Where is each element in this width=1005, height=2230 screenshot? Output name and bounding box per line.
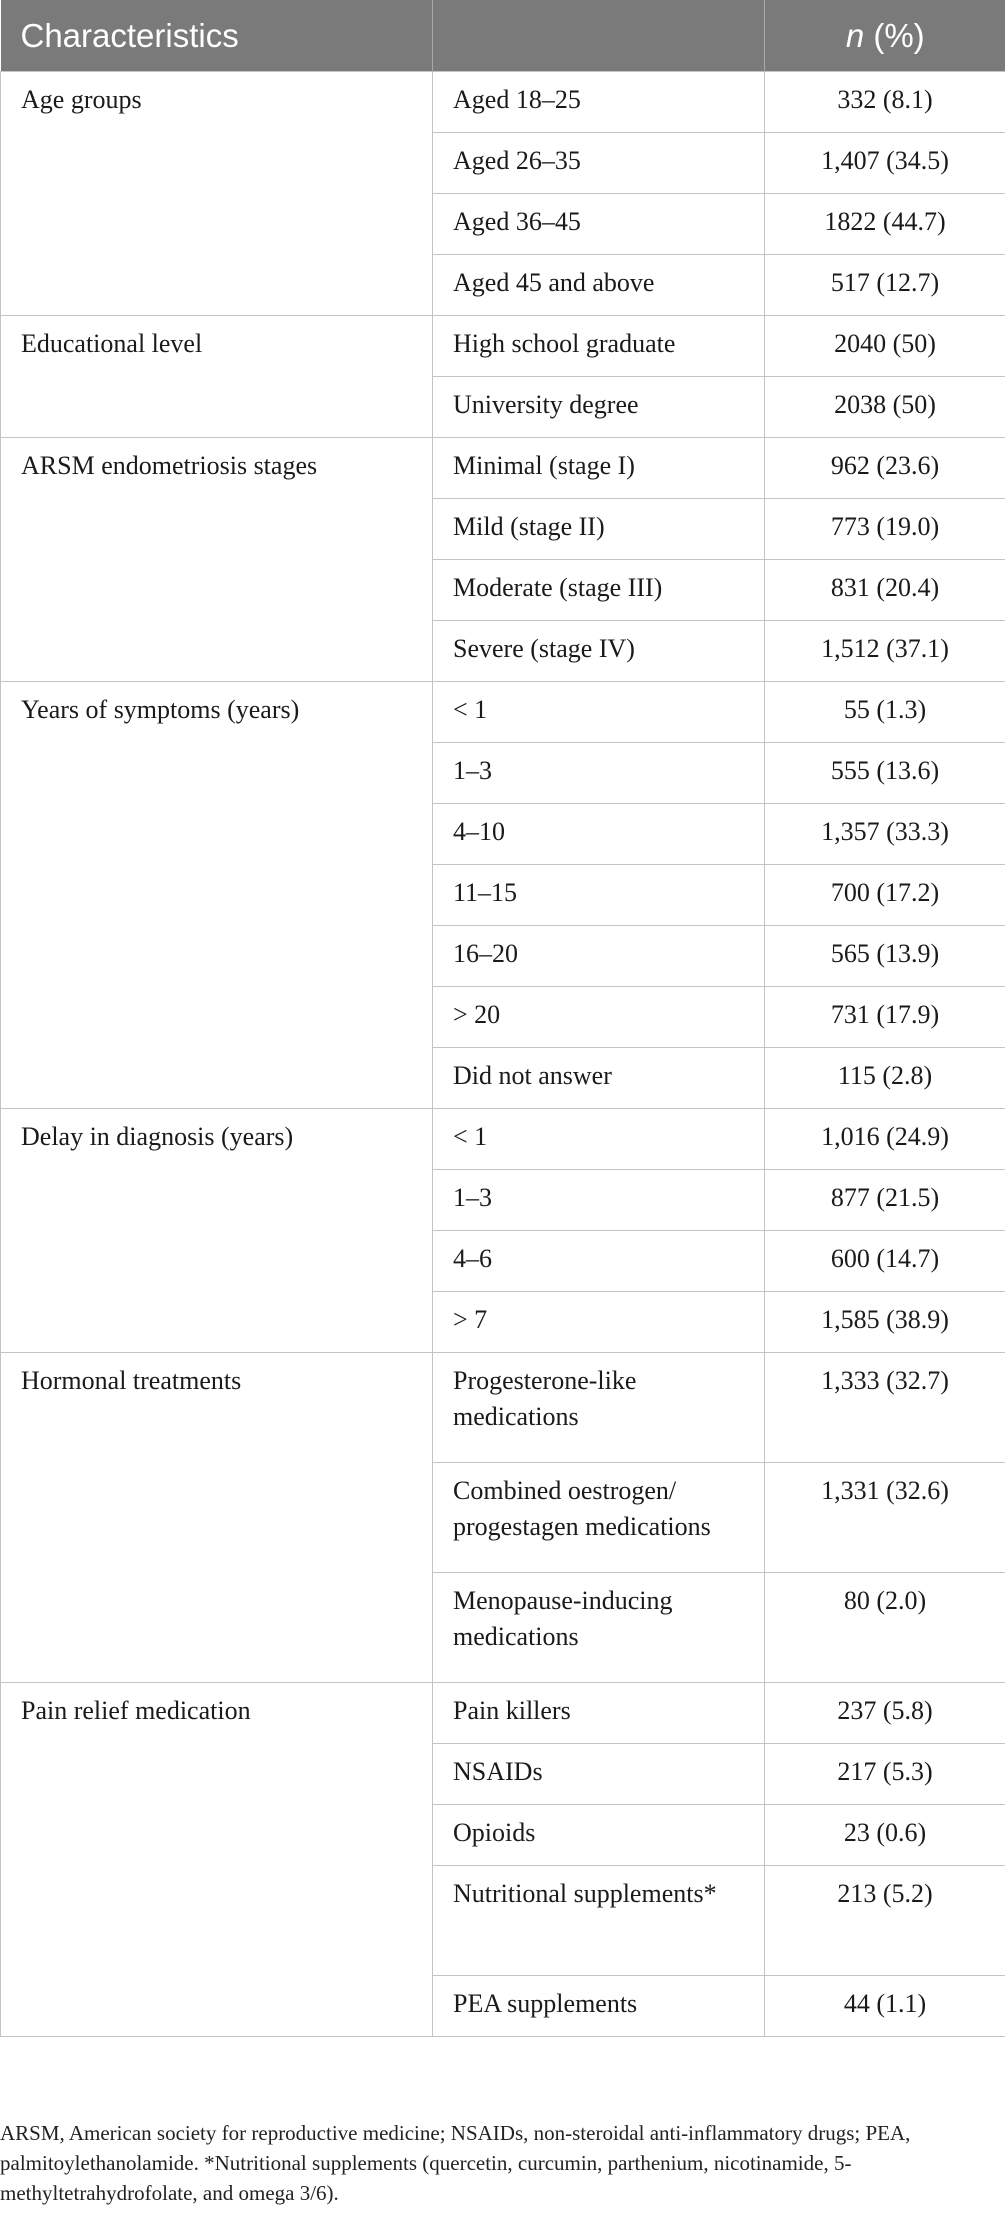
value-cell: 2038 (50) bbox=[765, 377, 1005, 438]
value-cell: 700 (17.2) bbox=[765, 865, 1005, 926]
subcategory-cell: Opioids bbox=[433, 1805, 765, 1866]
subcategory-cell: 4–6 bbox=[433, 1231, 765, 1292]
header-characteristics: Characteristics bbox=[1, 0, 433, 72]
subcategory-cell: Mild (stage II) bbox=[433, 499, 765, 560]
subcategory-cell: < 1 bbox=[433, 682, 765, 743]
subcategory-cell: Aged 26–35 bbox=[433, 133, 765, 194]
table-row bbox=[1, 316, 1005, 377]
group-label: Years of symptoms (years) bbox=[1, 682, 433, 1109]
value-cell: 44 (1.1) bbox=[765, 1976, 1005, 2037]
subcategory-cell: Aged 45 and above bbox=[433, 255, 765, 316]
subcategory-cell: Combined oestrogen/ progestagen medications bbox=[433, 1463, 765, 1573]
value-cell: 213 (5.2) bbox=[765, 1866, 1005, 1976]
value-cell: 565 (13.9) bbox=[765, 926, 1005, 987]
subcategory-cell: Minimal (stage I) bbox=[433, 438, 765, 499]
subcategory-cell: Progesterone-like medications bbox=[433, 1353, 765, 1463]
header-subcategory bbox=[433, 0, 765, 72]
table-row bbox=[1, 682, 1005, 743]
table-row bbox=[1, 438, 1005, 499]
header-n-percent bbox=[765, 0, 1005, 72]
value-cell: 1,333 (32.7) bbox=[765, 1353, 1005, 1463]
subcategory-cell: 11–15 bbox=[433, 865, 765, 926]
value-cell: 962 (23.6) bbox=[765, 438, 1005, 499]
value-cell: 600 (14.7) bbox=[765, 1231, 1005, 1292]
subcategory-cell: Nutritional supplements* bbox=[433, 1866, 765, 1976]
subcategory-cell: > 20 bbox=[433, 987, 765, 1048]
value-cell: 80 (2.0) bbox=[765, 1573, 1005, 1683]
table-row bbox=[1, 72, 1005, 133]
header-percent: (%) bbox=[864, 16, 925, 54]
value-cell: 115 (2.8) bbox=[765, 1048, 1005, 1109]
table-header-row bbox=[1, 0, 1005, 72]
subcategory-cell: 1–3 bbox=[433, 743, 765, 804]
group-label: Delay in diagnosis (years) bbox=[1, 1109, 433, 1353]
subcategory-cell: High school graduate bbox=[433, 316, 765, 377]
table-row bbox=[1, 1683, 1005, 1744]
table-row bbox=[1, 1353, 1005, 1463]
group-label: ARSM endometriosis stages bbox=[1, 438, 433, 682]
value-cell: 1,357 (33.3) bbox=[765, 804, 1005, 865]
subcategory-cell: Menopause-inducing medications bbox=[433, 1573, 765, 1683]
subcategory-cell: Aged 18–25 bbox=[433, 72, 765, 133]
value-cell: 217 (5.3) bbox=[765, 1744, 1005, 1805]
value-cell: 2040 (50) bbox=[765, 316, 1005, 377]
value-cell: 555 (13.6) bbox=[765, 743, 1005, 804]
group-label: Pain relief medication bbox=[1, 1683, 433, 2037]
value-cell: 773 (19.0) bbox=[765, 499, 1005, 560]
value-cell: 55 (1.3) bbox=[765, 682, 1005, 743]
value-cell: 1822 (44.7) bbox=[765, 194, 1005, 255]
subcategory-cell: PEA supplements bbox=[433, 1976, 765, 2037]
value-cell: 877 (21.5) bbox=[765, 1170, 1005, 1231]
header-n: n bbox=[845, 16, 865, 54]
subcategory-cell: Severe (stage IV) bbox=[433, 621, 765, 682]
subcategory-cell: 16–20 bbox=[433, 926, 765, 987]
subcategory-cell: Moderate (stage III) bbox=[433, 560, 765, 621]
subcategory-cell: NSAIDs bbox=[433, 1744, 765, 1805]
group-label: Educational level bbox=[1, 316, 433, 438]
value-cell: 237 (5.8) bbox=[765, 1683, 1005, 1744]
table-row bbox=[1, 1109, 1005, 1170]
value-cell: 1,331 (32.6) bbox=[765, 1463, 1005, 1573]
subcategory-cell: Did not answer bbox=[433, 1048, 765, 1109]
subcategory-cell: > 7 bbox=[433, 1292, 765, 1353]
table-footnote: ARSM, American society for reproductive medicine; NSAIDs, non-steroidal anti-inflammatory drugs; PEA, palmitoylethanolamide. *Nutritional supplements (quercetin, curcumin, parthenium, nicotinamide, 5-methyltetrahydrofolate, and omega 3/6). bbox=[0, 2121, 911, 2205]
value-cell: 1,407 (34.5) bbox=[765, 133, 1005, 194]
value-cell: 831 (20.4) bbox=[765, 560, 1005, 621]
value-cell: 1,016 (24.9) bbox=[765, 1109, 1005, 1170]
value-cell: 1,512 (37.1) bbox=[765, 621, 1005, 682]
subcategory-cell: 4–10 bbox=[433, 804, 765, 865]
value-cell: 517 (12.7) bbox=[765, 255, 1005, 316]
subcategory-cell: Aged 36–45 bbox=[433, 194, 765, 255]
subcategory-cell: University degree bbox=[433, 377, 765, 438]
subcategory-cell: 1–3 bbox=[433, 1170, 765, 1231]
value-cell: 731 (17.9) bbox=[765, 987, 1005, 1048]
value-cell: 332 (8.1) bbox=[765, 72, 1005, 133]
group-label: Age groups bbox=[1, 72, 433, 316]
table-body bbox=[1, 72, 1005, 2037]
value-cell: 1,585 (38.9) bbox=[765, 1292, 1005, 1353]
value-cell: 23 (0.6) bbox=[765, 1805, 1005, 1866]
group-label: Hormonal treatments bbox=[1, 1353, 433, 1683]
subcategory-cell: Pain killers bbox=[433, 1683, 765, 1744]
subcategory-cell: < 1 bbox=[433, 1109, 765, 1170]
